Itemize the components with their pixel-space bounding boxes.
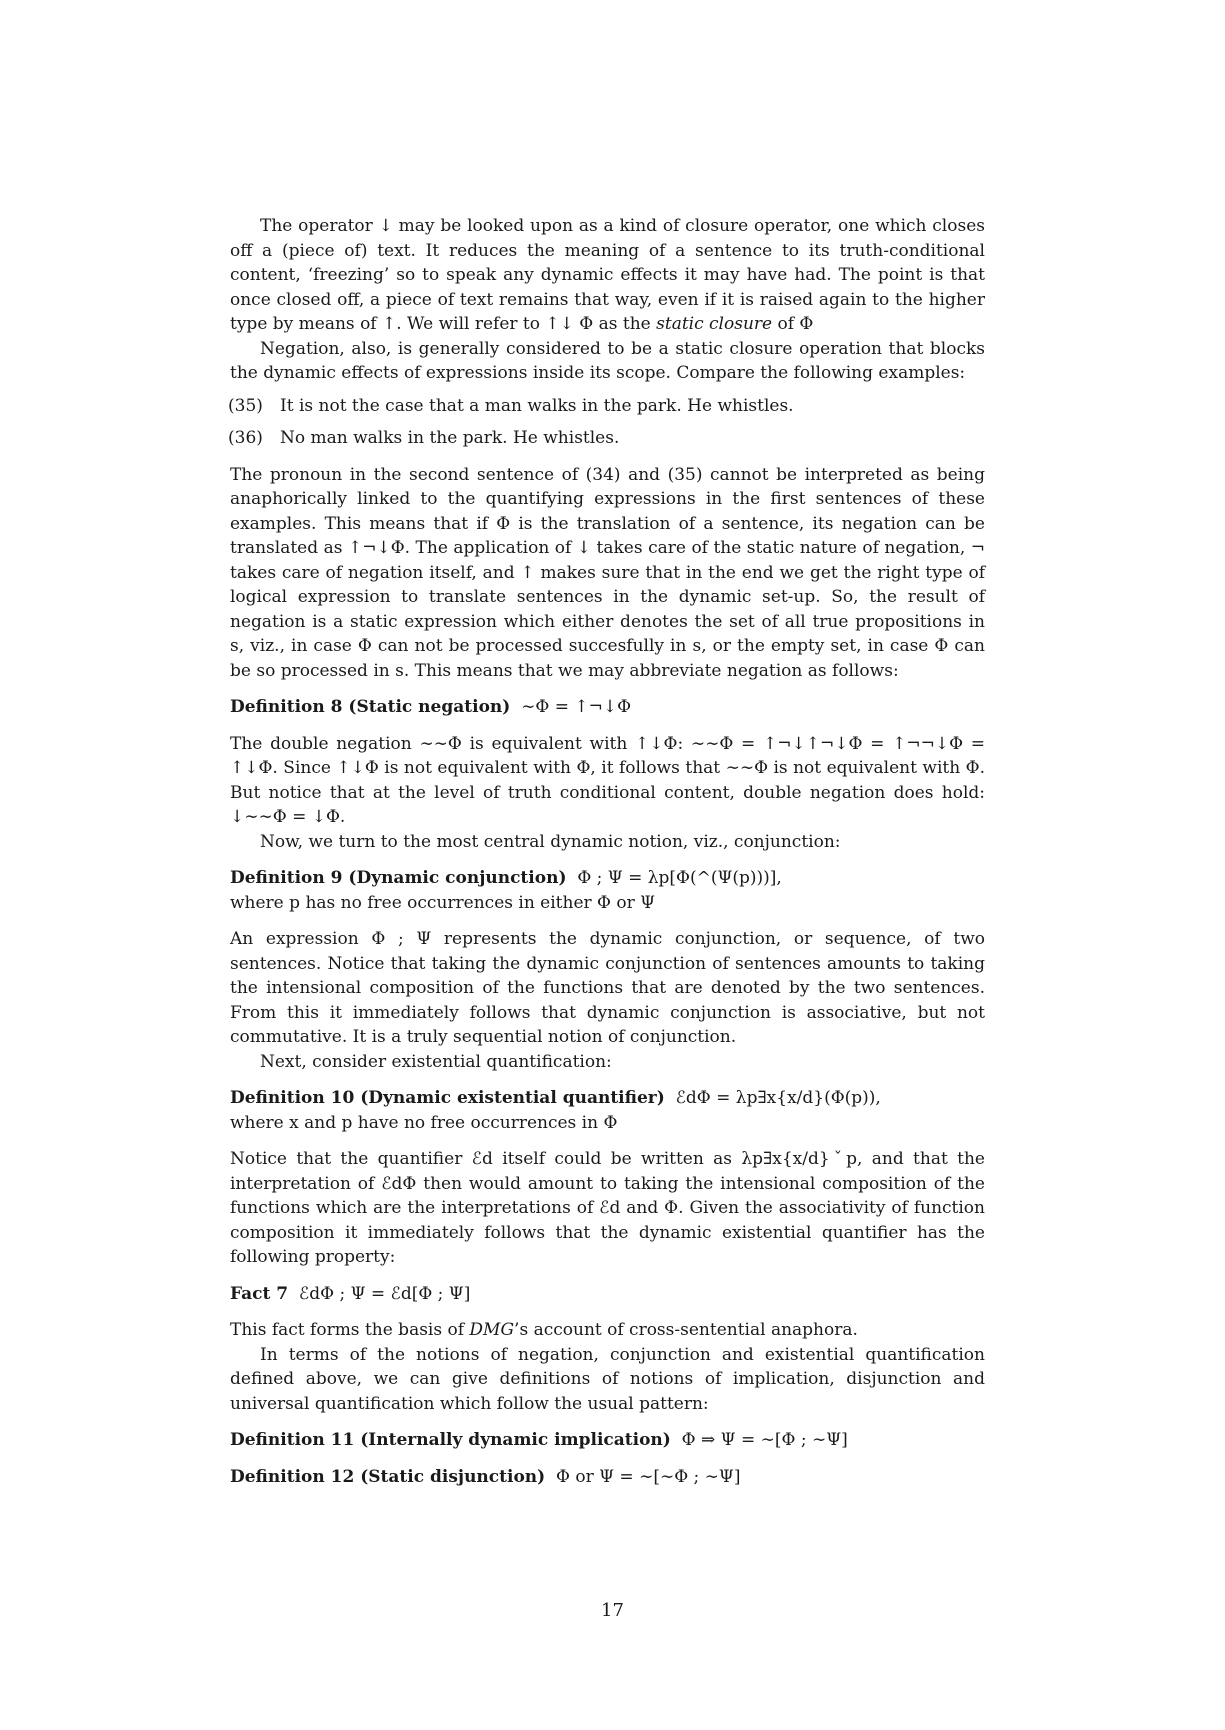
definition-formula: ℰdΦ = λp∃x{x/d}(Φ(p)), xyxy=(675,1088,881,1108)
example-number: (35) xyxy=(228,395,263,416)
definition-formula: Φ or Ψ = ∼[∼Φ ; ∼Ψ] xyxy=(556,1466,741,1487)
term-dmg: DMG xyxy=(469,1320,515,1340)
definition-label: Definition 12 (Static disjunction) xyxy=(230,1466,546,1487)
fact-7 xyxy=(230,1282,985,1307)
page-number: 17 xyxy=(601,1600,624,1621)
paragraph-pronoun: The pronoun in the second sentence of (34) and (35) cannot be interpreted as being anaphorically linked to the quantifying expressions in the first sentences of these examples. This means that if Φ is the translation of a sentence, its negation can be translated as ↑¬↓Φ. The application of ↓ takes care of the static nature of negation, ¬ takes care of negation itself, and ↑ makes sure that in the end we get the right type of logical expression to translate sentences in the dynamic set-up. So, the result of negation is a static expression which either denotes the set of all true propositions in s, viz., in case Φ can not be processed succesfully in s, or the empty set, in case Φ can be so processed in s. This means that we may abbreviate negation as follows: xyxy=(230,464,985,681)
definition-formula: ∼Φ = ↑¬↓Φ xyxy=(521,697,632,717)
definition-label: Definition 10 (Dynamic existential quantifier) xyxy=(230,1088,665,1108)
paragraph-dmg-pre: This fact forms the basis of xyxy=(230,1320,465,1340)
paragraph-quantification-intro: Next, consider existential quantification: xyxy=(260,1051,612,1072)
definition-8 xyxy=(230,695,985,720)
paragraph-negation-intro: Negation, also, is generally considered to be a static closure operation that blocks the dynamic effects of expressions inside its scope. Compare the following examples: xyxy=(230,338,985,383)
definition-9 xyxy=(230,866,985,915)
definition-note: where x and p have no free occurrences in Φ xyxy=(230,1112,618,1133)
paragraph-double-negation: The double negation ∼∼Φ is equivalent with ↑↓Φ: ∼∼Φ = ↑¬↓↑¬↓Φ = ↑¬¬↓Φ = ↑↓Φ. Since ↑↓Φ is not equivalent with Φ, it follows that ∼∼Φ is not equivalent with Φ. But notice that at the level of truth conditional content, double negation does hold: ↓∼∼Φ = ↓Φ. xyxy=(230,733,985,827)
paragraph-usual-pattern: In terms of the notions of negation, conjunction and existential quantification defined above, we can give definitions of notions of implication, disjunction and universal quantification which follow the usual pattern: xyxy=(230,1344,985,1414)
definition-12 xyxy=(230,1465,985,1490)
body-text xyxy=(230,214,985,1489)
paragraph-dmg xyxy=(230,1318,985,1343)
example-text: No man walks in the park. He whistles. xyxy=(280,428,620,448)
fact-label: Fact 7 xyxy=(230,1283,289,1304)
fact-formula: ℰdΦ ; Ψ = ℰd[Φ ; Ψ] xyxy=(298,1283,471,1304)
definition-formula: Φ ⇒ Ψ = ∼[Φ ; ∼Ψ] xyxy=(681,1430,848,1450)
paragraph-dmg-post: ’s account of cross-sentential anaphora. xyxy=(514,1320,858,1340)
paragraph-conjunction: An expression Φ ; Ψ represents the dynamic conjunction, or sequence, of two sentences. Notice that taking the dynamic conjunction of sentences amounts to taking the intensional composition of the functions that are denoted by the two sentences. From this it immediately follows that dynamic conjunction is associative, but not commutative. It is a truly sequential notion of conjunction. xyxy=(230,929,985,1047)
example-35 xyxy=(228,394,985,419)
definition-label: Definition 8 (Static negation) xyxy=(230,697,511,717)
example-text: It is not the case that a man walks in the park. He whistles. xyxy=(280,395,794,416)
example-number: (36) xyxy=(228,428,263,448)
paragraph-conjunction-intro: Now, we turn to the most central dynamic notion, viz., conjunction: xyxy=(260,831,841,852)
definition-label: Definition 9 (Dynamic conjunction) xyxy=(230,868,567,888)
paragraph-closure-text: The operator ↓ may be looked upon as a kind of closure operator, one which closes off a (piece of) text. It reduces the meaning of a sentence to its truth-conditional content, ‘freezing’ so to speak any dynamic effects it may have had. The point is that once closed off, a piece of text remains that way, even if it is raised again to the higher type by means of ↑. We will refer to ↑↓ Φ as the xyxy=(230,216,985,334)
definition-label: Definition 11 (Internally dynamic implication) xyxy=(230,1430,671,1450)
definition-formula: Φ ; Ψ = λp[Φ(^(Ψ(p)))], xyxy=(577,868,782,888)
term-static-closure: static closure xyxy=(656,314,773,334)
paragraph-closure-end: of Φ xyxy=(777,314,814,334)
definition-note: where p has no free occurrences in either Φ or Ψ xyxy=(230,892,656,913)
paragraph-closure xyxy=(230,214,985,337)
paragraph-quantifier: Notice that the quantifier ℰd itself could be written as λp∃x{x/d}ˇp, and that the interpretation of ℰdΦ then would amount to taking the intensional composition of the functions which are the interpretations of ℰd and Φ. Given the associativity of function composition it immediately follows that the dynamic existential quantifier has the following property: xyxy=(230,1149,985,1267)
example-36 xyxy=(228,426,985,451)
definition-10 xyxy=(230,1086,985,1135)
definition-11 xyxy=(230,1428,985,1453)
